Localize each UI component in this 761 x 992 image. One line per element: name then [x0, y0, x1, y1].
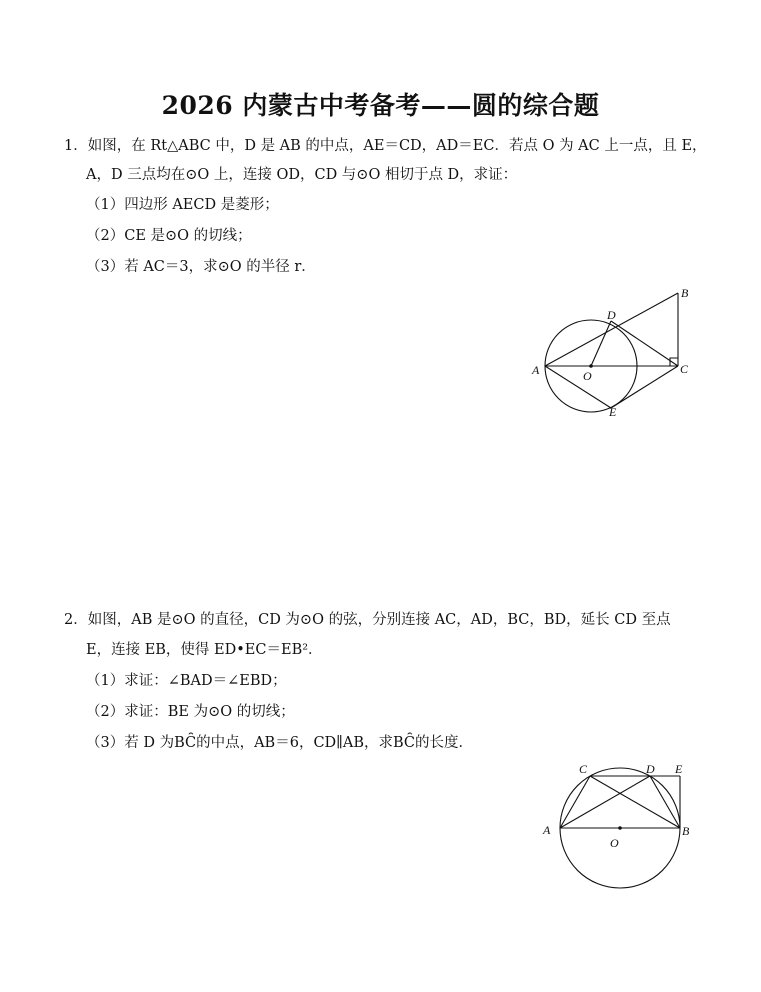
q2-label-b: B — [682, 824, 690, 838]
q1-segment-ec — [611, 366, 678, 408]
q2-part1: （1）求证：∠BAD＝∠EBD； — [86, 673, 287, 689]
q1-part2: （2）CE 是⊙O 的切线； — [86, 228, 252, 244]
q2-segment-bd — [650, 776, 680, 828]
q2-segment-ac — [560, 776, 590, 828]
q1-stem-line2: A，D 三点均在⊙O 上，连接 OD，CD 与⊙O 相切于点 D，求证： — [86, 167, 518, 183]
q2-label-c: C — [579, 762, 588, 776]
q1-segment-ab — [545, 293, 678, 366]
q2-label-o: O — [610, 836, 619, 850]
q1-segment-dc — [611, 321, 678, 366]
q2-stem-line2: E，连接 EB，使得 ED•EC＝EB²． — [86, 642, 323, 658]
q1-stem-line1: 1．如图，在 Rt△ABC 中，D 是 AB 的中点，AE＝CD，AD＝EC．若点 O 为 AC 上一点，且 E， — [64, 138, 707, 154]
q1-segment-ae — [545, 366, 611, 408]
page-title: 2026 内蒙古中考备考——圆的综合题 — [161, 91, 600, 120]
q2-stem-line1: 2．如图，AB 是⊙O 的直径，CD 为⊙O 的弦，分别连接 AC，AD，BC，BD，延长 CD 至点 — [64, 612, 671, 628]
q1-segment-od — [591, 321, 611, 366]
q2-part3: （3）若 D 为BC̑的中点，AB＝6，CD∥AB，求BC̑的长度． — [86, 735, 474, 751]
q1-label-b: B — [681, 286, 689, 300]
q2-part2: （2）求证：BE 为⊙O 的切线； — [86, 704, 295, 720]
q1-label-a: A — [532, 363, 540, 377]
q2-segment-ad — [560, 776, 650, 828]
q2-label-e: E — [675, 762, 683, 776]
q1-label-d: D — [607, 308, 616, 322]
q2-figure — [537, 758, 699, 890]
q2-label-a: A — [543, 823, 551, 837]
q2-center-dot — [618, 826, 622, 830]
q1-part3: （3）若 AC＝3，求⊙O 的半径 r． — [86, 259, 316, 275]
q1-part1: （1）四边形 AECD 是菱形； — [86, 197, 279, 213]
q1-label-e: E — [609, 405, 617, 419]
q1-figure — [525, 285, 700, 420]
q1-label-c: C — [680, 362, 689, 376]
q2-segment-bc — [590, 776, 680, 828]
q2-label-d: D — [646, 762, 655, 776]
q1-center-dot — [589, 364, 593, 368]
q1-label-o: O — [583, 369, 592, 383]
